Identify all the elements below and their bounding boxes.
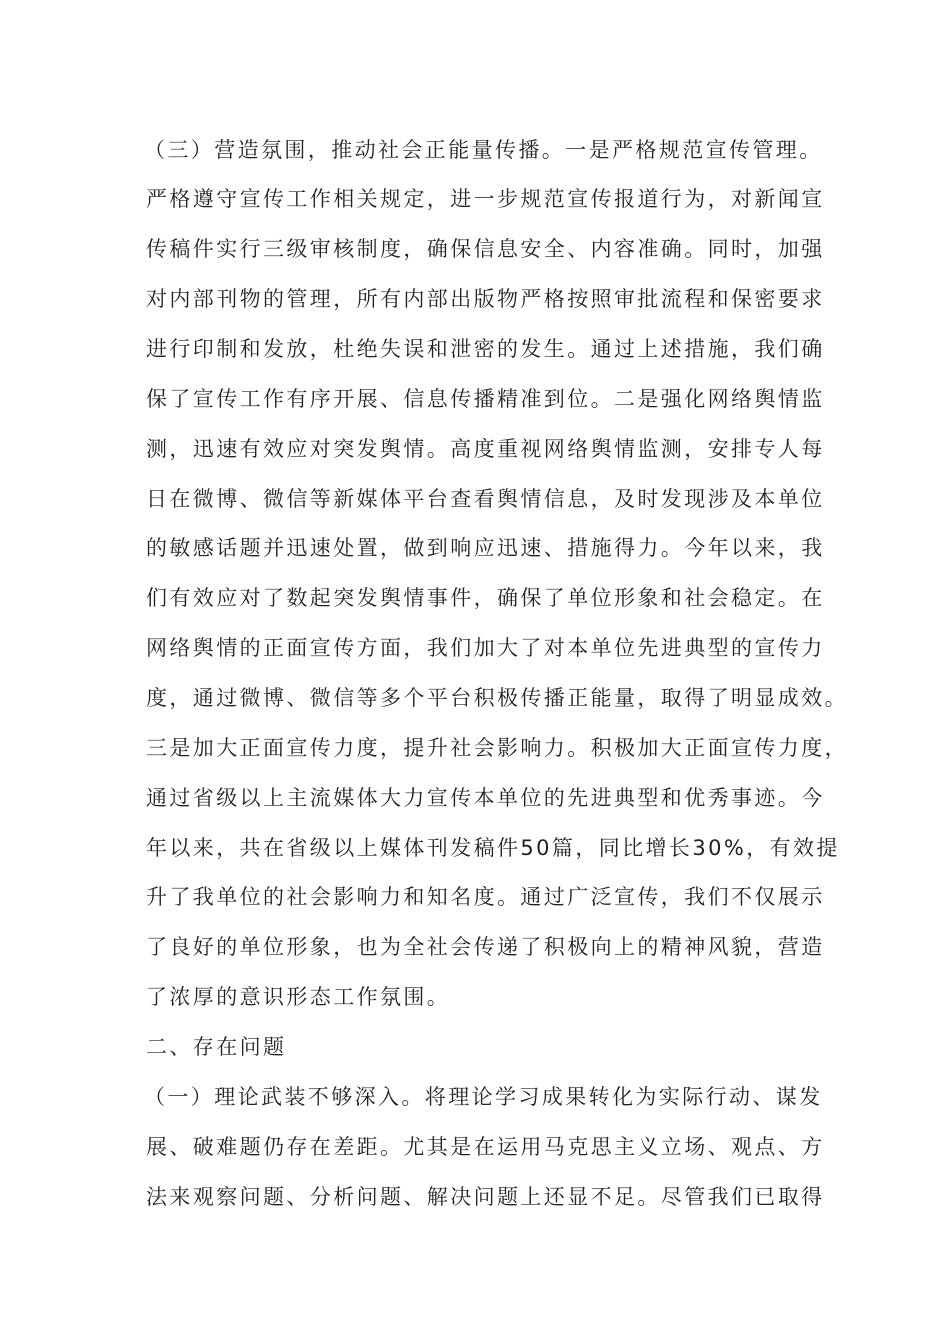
- text-line: 传稿件实行三级审核制度，确保信息安全、内容准确。同时，加强: [146, 237, 825, 261]
- text-line: 进行印制和发放，杜绝失误和泄密的发生。通过上述措施，我们确: [146, 337, 825, 361]
- text-line: 网络舆情的正面宣传方面，我们加大了对本单位先进典型的宣传力: [146, 636, 825, 660]
- text-line: 了良好的单位形象，也为全社会传递了积极向上的精神风貌，营造: [146, 935, 825, 959]
- text-line: 三是加大正面宣传力度，提升社会影响力。积极加大正面宣传力度，: [146, 736, 848, 760]
- text-line: 法来观察问题、分析问题、解决问题上还显不足。尽管我们已取得: [146, 1185, 825, 1209]
- text-line: 升了我单位的社会影响力和知名度。通过广泛宣传，我们不仅展示: [146, 885, 825, 909]
- text-line: 保了宣传工作有序开展、信息传播精准到位。二是强化网络舆情监: [146, 387, 825, 411]
- text-line: 展、破难题仍存在差距。尤其是在运用马克思主义立场、观点、方: [146, 1135, 825, 1159]
- text-line: 年以来，共在省级以上媒体刊发稿件50篇，同比增长30%，有效提: [146, 836, 840, 860]
- text-line: 对内部刊物的管理，所有内部出版物严格按照审批流程和保密要求: [146, 287, 825, 311]
- section-heading: 二、存在问题: [146, 1035, 287, 1059]
- text-line: 度，通过微博、微信等多个平台积极传播正能量，取得了明显成效。: [146, 686, 848, 710]
- text-line: 严格遵守宣传工作相关规定，进一步规范宣传报道行为，对新闻宣: [146, 187, 825, 211]
- text-line: 的敏感话题并迅速处置，做到响应迅速、措施得力。今年以来，我: [146, 536, 825, 560]
- text-line: 测，迅速有效应对突发舆情。高度重视网络舆情监测，安排专人每: [146, 437, 825, 461]
- text-line: 了浓厚的意识形态工作氛围。: [146, 985, 451, 1009]
- text-line: 日在微博、微信等新媒体平台查看舆情信息，及时发现涉及本单位: [146, 487, 825, 511]
- text-line: 通过省级以上主流媒体大力宣传本单位的先进典型和优秀事迹。今: [146, 786, 825, 810]
- text-line: （一）理论武装不够深入。将理论学习成果转化为实际行动、谋发: [144, 1085, 823, 1109]
- text-line: （三）营造氛围，推动社会正能量传播。一是严格规范宣传管理。: [144, 138, 823, 162]
- text-line: 们有效应对了数起突发舆情事件，确保了单位形象和社会稳定。在: [146, 586, 825, 610]
